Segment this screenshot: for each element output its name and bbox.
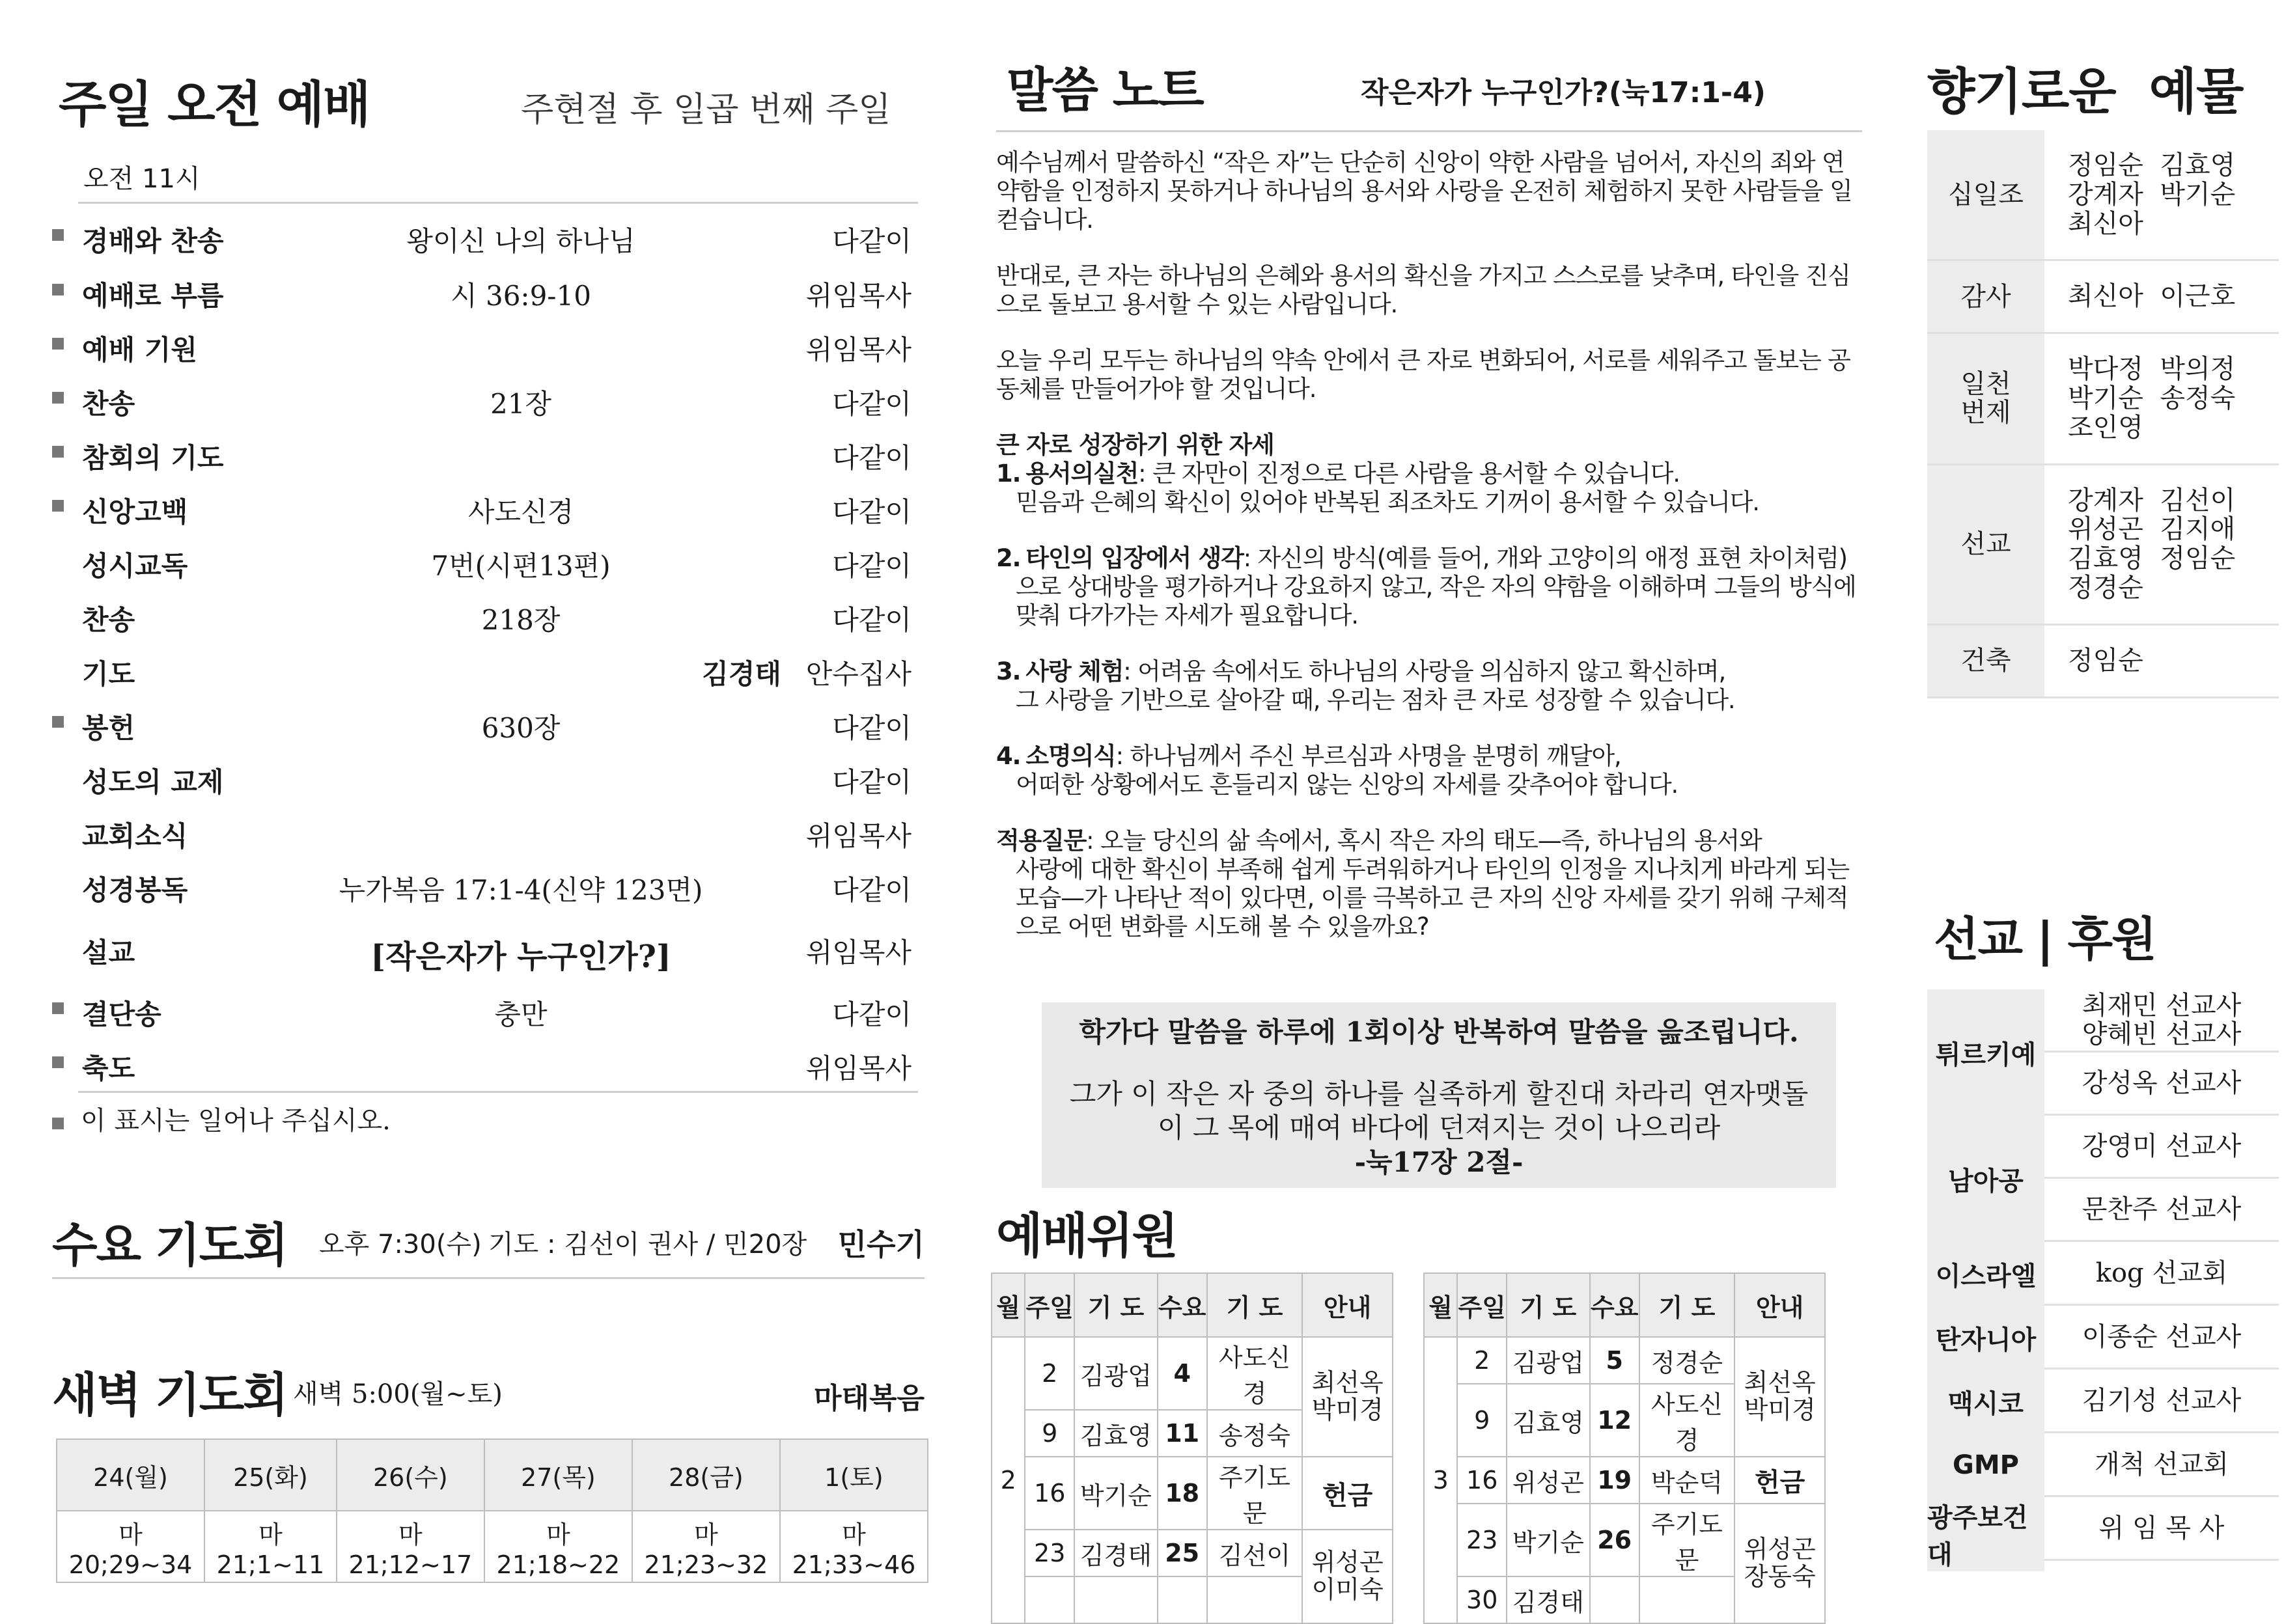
standing-note bbox=[52, 1100, 391, 1137]
worship-item bbox=[52, 486, 912, 531]
service-time: 오전 11시 bbox=[83, 164, 201, 194]
verse-reference: -눅17장 2절- bbox=[1354, 1146, 1524, 1178]
committee-prayer: 박기순 bbox=[1074, 1457, 1158, 1530]
worship-item-leader: 안수집사 bbox=[805, 658, 912, 690]
committee-sunday: 9 bbox=[1457, 1384, 1507, 1457]
committee-prayer: 김광업 bbox=[1507, 1337, 1590, 1384]
committee-sunday: 23 bbox=[1457, 1504, 1507, 1576]
committee-prayer: 김경태 bbox=[1074, 1530, 1158, 1576]
worship-item-leader: 위임목사 bbox=[805, 280, 912, 312]
note-point-title: 타인의 입장에서 생각 bbox=[1025, 544, 1244, 573]
apply-rest: 사랑에 대한 확신이 부족해 쉽게 두려워하거나 타인의 인정을 지나치게 바라게 되는 모습—가 나타난 적이 있다면, 이를 극복하고 큰 자의 신앙 자세를 갖기 위해 구체적으로 어떤 변화를 시도해 볼 수 있을까요? bbox=[1016, 855, 1850, 941]
mission-row bbox=[1927, 1116, 2279, 1242]
worship-item-name: 성도의 교제 bbox=[82, 766, 224, 798]
worship-item-leader: 다같이 bbox=[832, 712, 912, 744]
committee-prayer: 위성곤 bbox=[1507, 1457, 1590, 1504]
worship-item bbox=[52, 378, 912, 423]
mission-supporters bbox=[2044, 1116, 2279, 1242]
note-point-title: 사랑 체험 bbox=[1025, 657, 1124, 686]
wednesday-book: 민수기 bbox=[837, 1227, 925, 1262]
apply-line1: : 오늘 당신의 삶 속에서, 혹시 작은 자의 태도—즉, 하나님의 용서와 bbox=[1086, 827, 1762, 855]
square-marker-icon bbox=[52, 338, 64, 350]
mission-country: 탄자니아 bbox=[1927, 1306, 2044, 1369]
committee-header: 안내 bbox=[1734, 1273, 1825, 1337]
apply-question bbox=[996, 827, 1862, 941]
offering-row bbox=[1927, 626, 2279, 698]
committee-wed-prayer: 주기도문 bbox=[1639, 1504, 1735, 1576]
mission-supporters bbox=[2044, 1242, 2279, 1306]
mission-supporter: 이종순 선교사 bbox=[2044, 1306, 2279, 1369]
committee-header: 주일 bbox=[1025, 1273, 1074, 1337]
sermon-reference: 작은자가 누구인가?(눅17:1-4) bbox=[1361, 76, 1766, 109]
dawn-day: 24(월) bbox=[57, 1439, 204, 1511]
note-point-title: 소명의식 bbox=[1025, 742, 1116, 771]
note-point-line: : 큰 자만이 진정으로 다른 사람을 용서할 수 있습니다. bbox=[1138, 460, 1680, 488]
worship-item-content: 630장 bbox=[481, 712, 561, 744]
worship-item-leader: 위임목사 bbox=[805, 820, 912, 852]
committee-wed: 12 bbox=[1590, 1384, 1639, 1457]
mission-supporter: 최재민 선교사 양혜빈 선교사 bbox=[2044, 989, 2279, 1053]
dawn-reading: 마21;12~17 bbox=[337, 1511, 484, 1582]
memory-verse-box bbox=[1042, 1002, 1836, 1188]
missions-table bbox=[1927, 989, 2279, 1571]
missions-title: 선교 | 후원 bbox=[1934, 912, 2156, 967]
committee-wed: 4 bbox=[1158, 1337, 1207, 1410]
committee-row bbox=[992, 1530, 1393, 1576]
committee-row bbox=[1424, 1504, 1825, 1576]
offering-names: 강계자 김선이 위성곤 김지애 김효영 정임순 정경순 bbox=[2068, 485, 2236, 603]
note-point-number: 4. bbox=[996, 742, 1021, 771]
note-point-rest: 믿음과 은혜의 확신이 있어야 반복된 죄조차도 기꺼이 용서할 수 있습니다. bbox=[1016, 488, 1759, 517]
worship-item-name: 경배와 찬송 bbox=[82, 225, 224, 257]
offerings-title: 향기로운 예물 bbox=[1927, 62, 2244, 120]
committee-wed-prayer: 김선이 bbox=[1207, 1530, 1303, 1576]
worship-item bbox=[52, 432, 912, 477]
committee-wed: 11 bbox=[1158, 1410, 1207, 1457]
note-point-title: 용서의실천 bbox=[1025, 460, 1139, 488]
committee-wed bbox=[1158, 1576, 1207, 1623]
committee-header: 수요 bbox=[1590, 1273, 1639, 1337]
verse-line: 이 그 목에 매여 바다에 던져지는 것이 나으리라 bbox=[1157, 1112, 1721, 1144]
committee-sunday bbox=[1025, 1576, 1074, 1623]
committee-header: 기 도 bbox=[1639, 1273, 1735, 1337]
offering-row bbox=[1927, 334, 2279, 465]
worship-item-content: 누가복음 17:1-4(신약 123면) bbox=[339, 874, 703, 906]
standing-note-text: 이 표시는 일어나 주십시오. bbox=[81, 1106, 391, 1136]
worship-item-leader: 다같이 bbox=[832, 496, 912, 528]
worship-item bbox=[52, 810, 912, 855]
worship-item-name: 성경봉독 bbox=[82, 874, 188, 906]
dawn-reading: 마20;29~34 bbox=[57, 1511, 204, 1582]
note-point-line: : 자신의 방식(예를 들어, 개와 고양이의 애정 표현 차이처럼) bbox=[1243, 544, 1847, 573]
square-marker-icon bbox=[52, 446, 64, 458]
mission-row bbox=[1927, 1306, 2279, 1369]
worship-item-person: 김경태 bbox=[702, 658, 781, 690]
committee-wed-prayer: 박순덕 bbox=[1639, 1457, 1735, 1504]
dawn-reading: 마21;33~46 bbox=[780, 1511, 928, 1582]
offering-names: 박다정 박의정 박기순 송정숙 조인영 bbox=[2068, 354, 2236, 443]
wednesday-title: 수요 기도회 bbox=[52, 1218, 287, 1273]
committee-header: 기 도 bbox=[1074, 1273, 1158, 1337]
dawn-days-row bbox=[57, 1439, 928, 1511]
mission-row bbox=[1927, 1497, 2279, 1571]
square-marker-icon bbox=[52, 392, 64, 404]
divider bbox=[52, 1277, 925, 1279]
worship-item-leader: 위임목사 bbox=[805, 334, 912, 366]
worship-item-leader: 위임목사 bbox=[805, 1053, 912, 1084]
committee-header: 월 bbox=[1424, 1273, 1457, 1337]
committee-prayer: 박기순 bbox=[1507, 1504, 1590, 1576]
note-point-rest: 그 사랑을 기반으로 살아갈 때, 우리는 점차 큰 자로 성장할 수 있습니다. bbox=[1016, 686, 1735, 715]
worship-item-content: [작은자가 누구인가?] bbox=[370, 939, 671, 975]
dawn-day: 28(금) bbox=[632, 1439, 780, 1511]
mission-row bbox=[1927, 1369, 2279, 1433]
worship-item-content: 218장 bbox=[481, 604, 561, 636]
committee-sunday: 9 bbox=[1025, 1410, 1074, 1457]
service-title: 주일 오전 예배 bbox=[59, 76, 370, 133]
mission-country: GMP bbox=[1927, 1433, 2044, 1497]
offering-label: 선교 bbox=[1927, 465, 2044, 624]
committee-guide: 최선옥 박미경 bbox=[1734, 1337, 1825, 1457]
note-point-number: 3. bbox=[996, 657, 1021, 686]
dawn-book: 마태복음 bbox=[813, 1382, 925, 1415]
committee-sunday: 2 bbox=[1025, 1337, 1074, 1410]
square-marker-icon bbox=[52, 1002, 64, 1014]
dawn-day: 27(목) bbox=[484, 1439, 632, 1511]
committee-wed-prayer bbox=[1639, 1576, 1735, 1623]
committee-sunday: 2 bbox=[1457, 1337, 1507, 1384]
sermon-note-body bbox=[996, 148, 1862, 941]
worship-item-leader: 다같이 bbox=[832, 874, 912, 906]
divider bbox=[78, 1091, 918, 1093]
committee-header-row bbox=[1424, 1273, 1825, 1337]
committee-guide: 최선옥 박미경 bbox=[1302, 1337, 1393, 1457]
committee-wed-prayer: 정경순 bbox=[1639, 1337, 1735, 1384]
committee-wed-prayer: 송정숙 bbox=[1207, 1410, 1303, 1457]
worship-item bbox=[52, 269, 912, 315]
mission-supporters bbox=[2044, 989, 2279, 1116]
worship-item-content: 사도신경 bbox=[467, 496, 574, 528]
note-point-first-line bbox=[996, 460, 1862, 488]
committee-wed: 26 bbox=[1590, 1504, 1639, 1576]
note-points bbox=[996, 460, 1862, 799]
worship-item-leader: 다같이 bbox=[832, 766, 912, 798]
offering-label: 건축 bbox=[1927, 626, 2044, 696]
worship-item-content: 7번(시편13편) bbox=[431, 550, 611, 582]
square-marker-icon bbox=[52, 1056, 64, 1068]
mission-row bbox=[1927, 1242, 2279, 1306]
committee-offering: 헌금 bbox=[1302, 1457, 1393, 1530]
note-point-number: 1. bbox=[996, 460, 1021, 488]
worship-item-leader: 다같이 bbox=[832, 388, 912, 420]
worship-item-content: 왕이신 나의 하나님 bbox=[406, 225, 635, 257]
committee-guide: 위성곤 장동숙 bbox=[1734, 1504, 1825, 1623]
mission-supporter: 개척 선교회 bbox=[2044, 1433, 2279, 1497]
worship-item-content: 21장 bbox=[490, 388, 551, 420]
committee-wed: 5 bbox=[1590, 1337, 1639, 1384]
committee-header: 기 도 bbox=[1207, 1273, 1303, 1337]
committee-prayer: 김효영 bbox=[1507, 1384, 1590, 1457]
mission-supporters bbox=[2044, 1433, 2279, 1497]
note-point-rest: 으로 상대방을 평가하거나 강요하지 않고, 작은 자의 약함을 이해하며 그들의 방식에 맞춰 다가가는 자세가 필요합니다. bbox=[1016, 573, 1856, 630]
committee-prayer bbox=[1074, 1576, 1158, 1623]
apply-title: 적용질문 bbox=[996, 827, 1087, 855]
mission-row bbox=[1927, 1433, 2279, 1497]
note-point-first-line bbox=[996, 657, 1862, 686]
worship-committee-title: 예배위원 bbox=[996, 1208, 1177, 1264]
committee-wed-prayer bbox=[1207, 1576, 1303, 1623]
divider bbox=[996, 130, 1862, 132]
worship-item-name: 성시교독 bbox=[82, 550, 188, 582]
committee-header: 수요 bbox=[1158, 1273, 1207, 1337]
worship-item bbox=[52, 702, 912, 747]
note-point-line: : 어려움 속에서도 하나님의 사랑을 의심하지 않고 확신하며, bbox=[1123, 657, 1726, 686]
offering-names: 정임순 bbox=[2068, 645, 2143, 676]
worship-item bbox=[52, 648, 912, 693]
worship-item bbox=[52, 594, 912, 639]
committee-header-row bbox=[992, 1273, 1393, 1337]
note-point-rest: 어떠한 상황에서도 흔들리지 않는 신앙의 자세를 갖추어야 합니다. bbox=[1016, 771, 1678, 799]
mission-country: 이스라엘 bbox=[1927, 1242, 2044, 1306]
note-heading: 큰 자로 성장하기 위한 자세 bbox=[996, 431, 1274, 460]
worship-item bbox=[52, 215, 912, 260]
worship-item-name: 예배 기원 bbox=[82, 334, 197, 366]
worship-item-name: 축도 bbox=[82, 1053, 135, 1084]
dawn-reading: 마21;18~22 bbox=[484, 1511, 632, 1582]
worship-item-name: 봉헌 bbox=[82, 712, 135, 744]
worship-item-leader: 다같이 bbox=[832, 550, 912, 582]
committee-header: 기 도 bbox=[1507, 1273, 1590, 1337]
committee-wed bbox=[1590, 1576, 1639, 1623]
mission-country: 남아공 bbox=[1927, 1116, 2044, 1242]
mission-country: 맥시코 bbox=[1927, 1369, 2044, 1433]
mission-supporter: kog 선교회 bbox=[2044, 1242, 2279, 1306]
mission-country: 튀르키예 bbox=[1927, 989, 2044, 1116]
note-point bbox=[996, 460, 1862, 517]
sermon-note-title: 말씀 노트 bbox=[1007, 62, 1203, 118]
committee-wed: 18 bbox=[1158, 1457, 1207, 1530]
mission-country: 광주보건대 bbox=[1927, 1497, 2044, 1571]
committee-header: 월 bbox=[992, 1273, 1025, 1337]
committee-row bbox=[1424, 1457, 1825, 1504]
committee-wed: 19 bbox=[1590, 1457, 1639, 1504]
offering-label: 감사 bbox=[1927, 261, 2044, 332]
worship-item-leader: 다같이 bbox=[832, 998, 912, 1030]
worship-item-name: 참회의 기도 bbox=[82, 442, 224, 474]
committee-row bbox=[992, 1337, 1393, 1410]
wednesday-time: 오후 7:30(수) bbox=[319, 1230, 482, 1259]
committee-prayer: 김광업 bbox=[1074, 1337, 1158, 1410]
committee-sunday: 16 bbox=[1025, 1457, 1074, 1530]
note-point bbox=[996, 657, 1862, 715]
note-point-number: 2. bbox=[996, 544, 1021, 573]
mission-supporter: 위 임 목 사 bbox=[2044, 1497, 2279, 1561]
worship-item bbox=[52, 864, 912, 909]
dawn-readings-row bbox=[57, 1511, 928, 1582]
committee-wed: 25 bbox=[1158, 1530, 1207, 1576]
committee-header: 주일 bbox=[1457, 1273, 1507, 1337]
worship-item-leader: 다같이 bbox=[832, 442, 912, 474]
wednesday-prayer: 기도 : 김선이 권사 / 민20장 bbox=[488, 1230, 807, 1259]
mission-supporters bbox=[2044, 1497, 2279, 1571]
square-marker-icon bbox=[52, 1118, 64, 1129]
mission-supporter: 김기성 선교사 bbox=[2044, 1369, 2279, 1433]
committee-wed-prayer: 사도신경 bbox=[1207, 1337, 1303, 1410]
worship-item-name: 찬송 bbox=[82, 388, 135, 420]
dawn-reading-table bbox=[56, 1438, 928, 1583]
committee-header: 안내 bbox=[1302, 1273, 1393, 1337]
mission-supporter: 강성옥 선교사 bbox=[2044, 1053, 2279, 1116]
worship-item-leader: 다같이 bbox=[832, 604, 912, 636]
worship-item-content: 충만 bbox=[494, 998, 548, 1030]
offerings-table bbox=[1927, 130, 2279, 698]
note-paragraph: 오늘 우리 모두는 하나님의 약속 안에서 큰 자로 변화되어, 서로를 세워주고 돌보는 공동체를 만들어가야 할 것입니다. bbox=[996, 346, 1850, 404]
committee-prayer: 김경태 bbox=[1507, 1576, 1590, 1623]
committee-wed-prayer: 사도신경 bbox=[1639, 1384, 1735, 1457]
dawn-title: 새벽 기도회 bbox=[52, 1368, 287, 1422]
note-paragraph: 반대로, 큰 자는 하나님의 은혜와 용서의 확신을 가지고 스스로를 낮추며, 타인을 진심으로 돌보고 용서할 수 있는 사람입니다. bbox=[996, 262, 1850, 319]
mission-row bbox=[1927, 989, 2279, 1116]
committee-row bbox=[1424, 1337, 1825, 1384]
worship-item-name: 교회소식 bbox=[82, 820, 188, 852]
worship-item-content: 시 36:9-10 bbox=[451, 280, 591, 312]
square-marker-icon bbox=[52, 284, 64, 296]
note-paragraph: 예수님께서 말씀하신 “작은 자”는 단순히 신앙이 약한 사람을 넘어서, 자신의 죄와 연약함을 인정하지 못하거나 하나님의 용서와 사랑을 온전히 체험하지 못한 사람들을 일컫습니다. bbox=[996, 148, 1852, 234]
committee-prayer: 김효영 bbox=[1074, 1410, 1158, 1457]
worship-committee-table-mar bbox=[1423, 1273, 1826, 1624]
worship-item-name: 신앙고백 bbox=[82, 496, 188, 528]
committee-row bbox=[992, 1457, 1393, 1530]
committee-month: 2 bbox=[992, 1337, 1025, 1623]
worship-item-name: 예배로 부름 bbox=[82, 280, 224, 312]
square-marker-icon bbox=[52, 716, 64, 728]
mission-supporters bbox=[2044, 1306, 2279, 1369]
offering-row bbox=[1927, 130, 2279, 261]
note-point bbox=[996, 544, 1862, 630]
committee-month: 3 bbox=[1424, 1337, 1457, 1623]
divider bbox=[78, 202, 918, 204]
worship-item bbox=[52, 323, 912, 369]
worship-item bbox=[52, 756, 912, 801]
dawn-reading: 마21;23~32 bbox=[632, 1511, 780, 1582]
offering-label: 십일조 bbox=[1927, 130, 2044, 259]
worship-item-name: 찬송 bbox=[82, 604, 135, 636]
mission-supporter: 강영미 선교사 bbox=[2044, 1116, 2279, 1179]
note-point-first-line bbox=[996, 544, 1862, 573]
committee-offering: 헌금 bbox=[1734, 1457, 1825, 1504]
worship-item bbox=[52, 1042, 912, 1088]
committee-sunday: 23 bbox=[1025, 1530, 1074, 1576]
service-subtitle: 주현절 후 일곱 번째 주일 bbox=[521, 90, 891, 130]
verse-instruction: 학가다 말씀을 하루에 1회이상 반복하여 말씀을 읊조립니다. bbox=[1079, 1016, 1799, 1048]
note-point-line: : 하나님께서 주신 부르심과 사명을 분명히 깨달아, bbox=[1115, 742, 1621, 771]
worship-item-name: 기도 bbox=[82, 658, 135, 690]
note-point-first-line bbox=[996, 742, 1862, 771]
committee-sunday: 16 bbox=[1457, 1457, 1507, 1504]
worship-item-leader: 다같이 bbox=[832, 225, 912, 257]
worship-item bbox=[52, 926, 912, 975]
dawn-time: 새벽 5:00(월~토) bbox=[293, 1379, 503, 1409]
worship-item bbox=[52, 540, 912, 585]
dawn-day: 1(토) bbox=[780, 1439, 928, 1511]
offering-names: 최신아 이근호 bbox=[2068, 281, 2236, 312]
worship-item-name: 결단송 bbox=[82, 998, 161, 1030]
committee-sunday: 30 bbox=[1457, 1576, 1507, 1623]
committee-guide: 위성곤 이미숙 bbox=[1302, 1530, 1393, 1623]
worship-item-name: 설교 bbox=[82, 937, 135, 969]
verse-line: 그가 이 작은 자 중의 하나를 실족하게 할진대 차라리 연자맷돌 bbox=[1069, 1077, 1809, 1110]
mission-supporters bbox=[2044, 1369, 2279, 1433]
dawn-reading: 마21;1~11 bbox=[204, 1511, 337, 1582]
worship-item-leader: 위임목사 bbox=[805, 937, 912, 969]
offering-names: 정임순 김효영 강계자 박기순 최신아 bbox=[2068, 150, 2236, 239]
worship-committee-table-feb bbox=[991, 1273, 1393, 1624]
square-marker-icon bbox=[52, 229, 64, 241]
worship-item bbox=[52, 988, 912, 1034]
dawn-day: 26(수) bbox=[337, 1439, 484, 1511]
offering-row bbox=[1927, 465, 2279, 626]
committee-wed-prayer: 주기도문 bbox=[1207, 1457, 1303, 1530]
offering-row bbox=[1927, 261, 2279, 334]
offering-label: 일천 번제 bbox=[1927, 334, 2044, 463]
note-point bbox=[996, 742, 1862, 799]
mission-supporter: 문찬주 선교사 bbox=[2044, 1179, 2279, 1242]
dawn-day: 25(화) bbox=[204, 1439, 337, 1511]
square-marker-icon bbox=[52, 500, 64, 512]
